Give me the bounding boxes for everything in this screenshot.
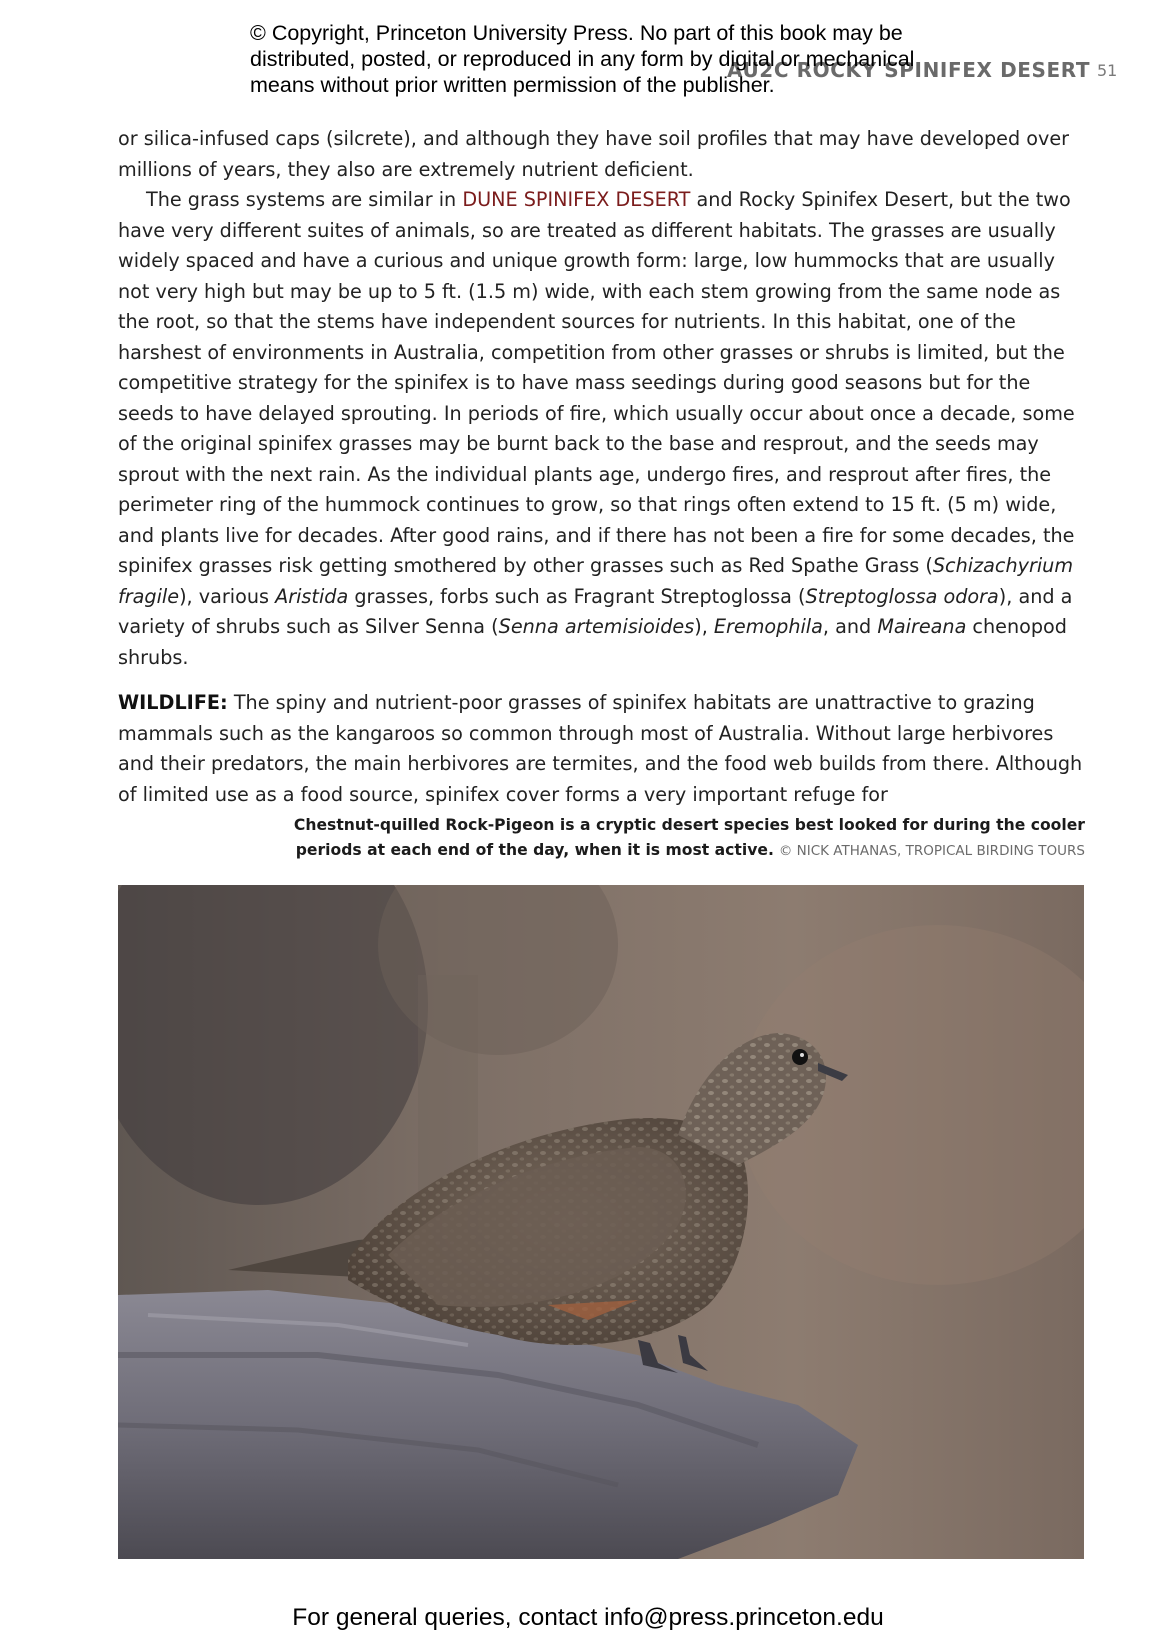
text-span: ), and a variety of shrubs such as Silver Senna (	[118, 584, 1073, 638]
running-head: AU2C ROCKY SPINIFEX DESERT	[727, 58, 1091, 82]
paragraph-wildlife	[118, 688, 1088, 810]
text-span: ),	[694, 615, 714, 638]
bird-photo	[118, 885, 1084, 1559]
cross-reference-link[interactable]: DUNE SPINIFEX DESERT	[462, 188, 691, 211]
text-span: chenopod shrubs.	[118, 615, 1067, 669]
text-span: and Rocky Spinifex Desert, but the two have very different suites of animals, so are treated as different habitats. The grasses are usually widely spaced and have a curious and unique growth form: large, low hummocks that are usually not very high but may be up to 5 ft. (1.5 m) wide, with each stem growing from the same node as the root, so that the stems have independent sources for nutrients. In this habitat, one of the harshest of environments in Australia, competition from other grasses or shrubs is limited, but the competitive strategy for the spinifex is to have mass seedings during good seasons but for the seeds to have delayed sprouting. In periods of fire, which usually occur about once a decade, some of the original spinifex grasses may be burnt back to the base and resprout, and the seeds may sprout with the next rain. As the individual plants age, undergo fires, and resprout after fires, the perimeter ring of the hummock continues to grow, so that rings often extend to 15 ft. (5 m) wide, and plants live for decades. After good rains, and if there has not been a fire for some decades, the spinifex grasses risk getting smothered by other grasses such as Red Spathe Grass (	[118, 188, 1075, 577]
text-span: grasses, forbs such as Fragrant Streptoglossa (	[348, 584, 806, 608]
copyright-line: means without prior written permission of the publisher.	[250, 73, 775, 97]
text-span: , and	[822, 615, 878, 638]
species-name: Maireana	[877, 615, 967, 638]
pigeon-on-rock-illustration	[118, 885, 1084, 1559]
text-span: ), various	[179, 584, 276, 608]
paragraph-grass-systems	[118, 185, 1088, 673]
photo-caption	[280, 813, 1085, 864]
body-text	[118, 124, 1088, 810]
photo-credit: © NICK ATHANAS, TROPICAL BIRDING TOURS	[778, 843, 1085, 859]
paragraph-continued: or silica-infused caps (silcrete), and although they have soil profiles that may have developed over millions of years, they also are extremely nutrient deficient.	[118, 127, 1070, 181]
copyright-line: distributed, posted, or reproduced in any form by digital or mechanical	[250, 47, 915, 71]
species-name: Senna artemisioides	[498, 615, 695, 638]
page-number: 51	[1097, 61, 1118, 80]
species-name: Streptoglossa odora	[805, 584, 999, 608]
species-name: Eremophila	[713, 615, 823, 638]
species-name: Schizachyrium fragile	[118, 554, 1074, 608]
wildlife-label: WILDLIFE:	[118, 691, 228, 714]
copyright-line: © Copyright, Princeton University Press. No part of this book may be	[250, 21, 903, 45]
text-span: The spiny and nutrient-poor grasses of spinifex habitats are unattractive to grazing mammals such as the kangaroos so common through most of Australia. Without large herbivores and their predators, the main herbivores are termites, and the food web builds from there. Although of limited use as a food source, spinifex cover forms a very important refuge for	[118, 691, 1083, 806]
caption-text: Chestnut-quilled Rock-Pigeon is a cryptic desert species best looked for during the cooler periods at each end of the day, when it is most active.	[293, 816, 1085, 859]
text-span: The grass systems are similar in	[146, 188, 463, 211]
copyright-notice	[250, 20, 950, 98]
footer-contact: For general queries, contact info@press.princeton.edu	[292, 1604, 884, 1631]
species-name: Aristida	[275, 584, 349, 608]
